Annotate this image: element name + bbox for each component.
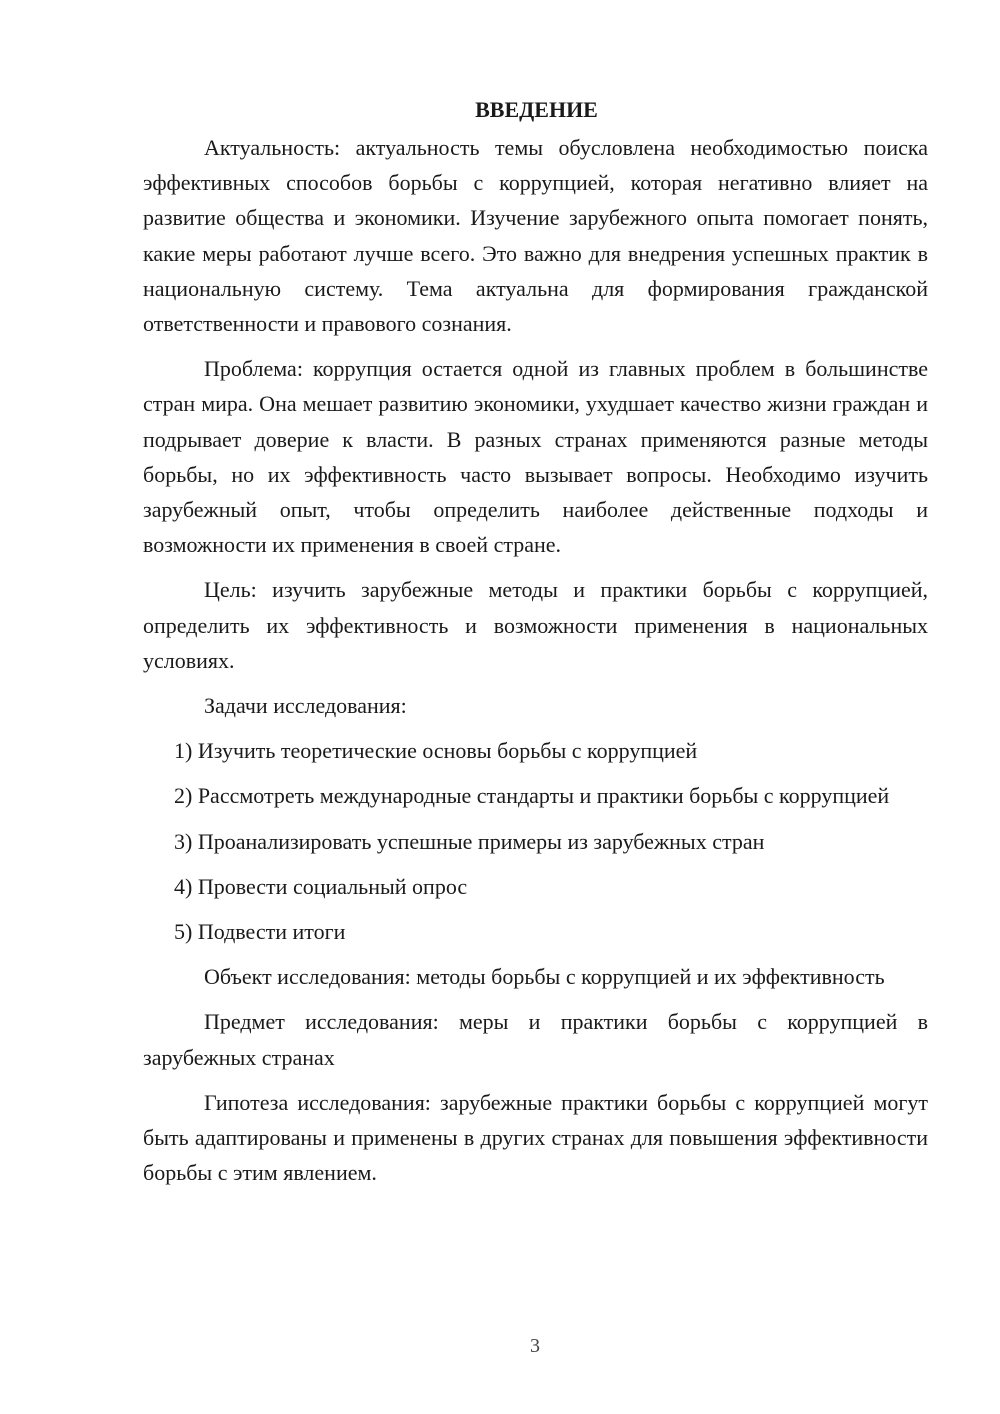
- page-number: 3: [530, 1335, 540, 1357]
- section-title: ВВЕДЕНИЕ: [475, 97, 598, 122]
- task-list-item: 4) Провести социальный опрос: [174, 873, 468, 899]
- task-list-item: 2) Рассмотреть международные стандарты и практики борьбы с коррупцией: [174, 783, 890, 809]
- relevance-paragraph: Актуальность: актуальность темы обусловлена необходимостью поиска эффективных способов борьбы с коррупцией, которая негативно влияет на развитие общества и экономики. Изучение зарубежного опыта помогает понять, какие меры работают лучше всего. Это важно для внедрения успешных практик в национальную систему. Тема актуальна для формирования гражданской ответственности и правового сознания.: [143, 135, 928, 337]
- problem-paragraph: Проблема: коррупция остается одной из главных проблем в большинстве стран мира. Она мешает развитию экономики, ухудшает качество жизни граждан и подрывает доверие к власти. В разных странах применяются разные методы борьбы, но их эффективность часто вызывает вопросы. Необходимо изучить зарубежный опыт, чтобы определить наиболее действенные подходы и возможности их применения в своей стране.: [143, 356, 928, 558]
- goal-paragraph: Цель: изучить зарубежные методы и практики борьбы с коррупцией, определить их эффективность и возможности применения в национальных условиях.: [143, 577, 928, 673]
- subject-paragraph: Предмет исследования: меры и практики борьбы с коррупцией в зарубежных странах: [143, 1009, 928, 1070]
- task-list-item: 1) Изучить теоретические основы борьбы с коррупцией: [174, 738, 698, 764]
- document-page: [143, 92, 928, 1200]
- object-paragraph: Объект исследования: методы борьбы с коррупцией и их эффективность: [204, 964, 885, 990]
- hypothesis-paragraph: Гипотеза исследования: зарубежные практики борьбы с коррупцией могут быть адаптированы и применены в других странах для повышения эффективности борьбы с этим явлением.: [143, 1089, 928, 1186]
- task-list-item: 5) Подвести итоги: [174, 919, 346, 945]
- tasks-heading: Задачи исследования:: [204, 693, 407, 719]
- task-list-item: 3) Проанализировать успешные примеры из зарубежных стран: [174, 828, 765, 854]
